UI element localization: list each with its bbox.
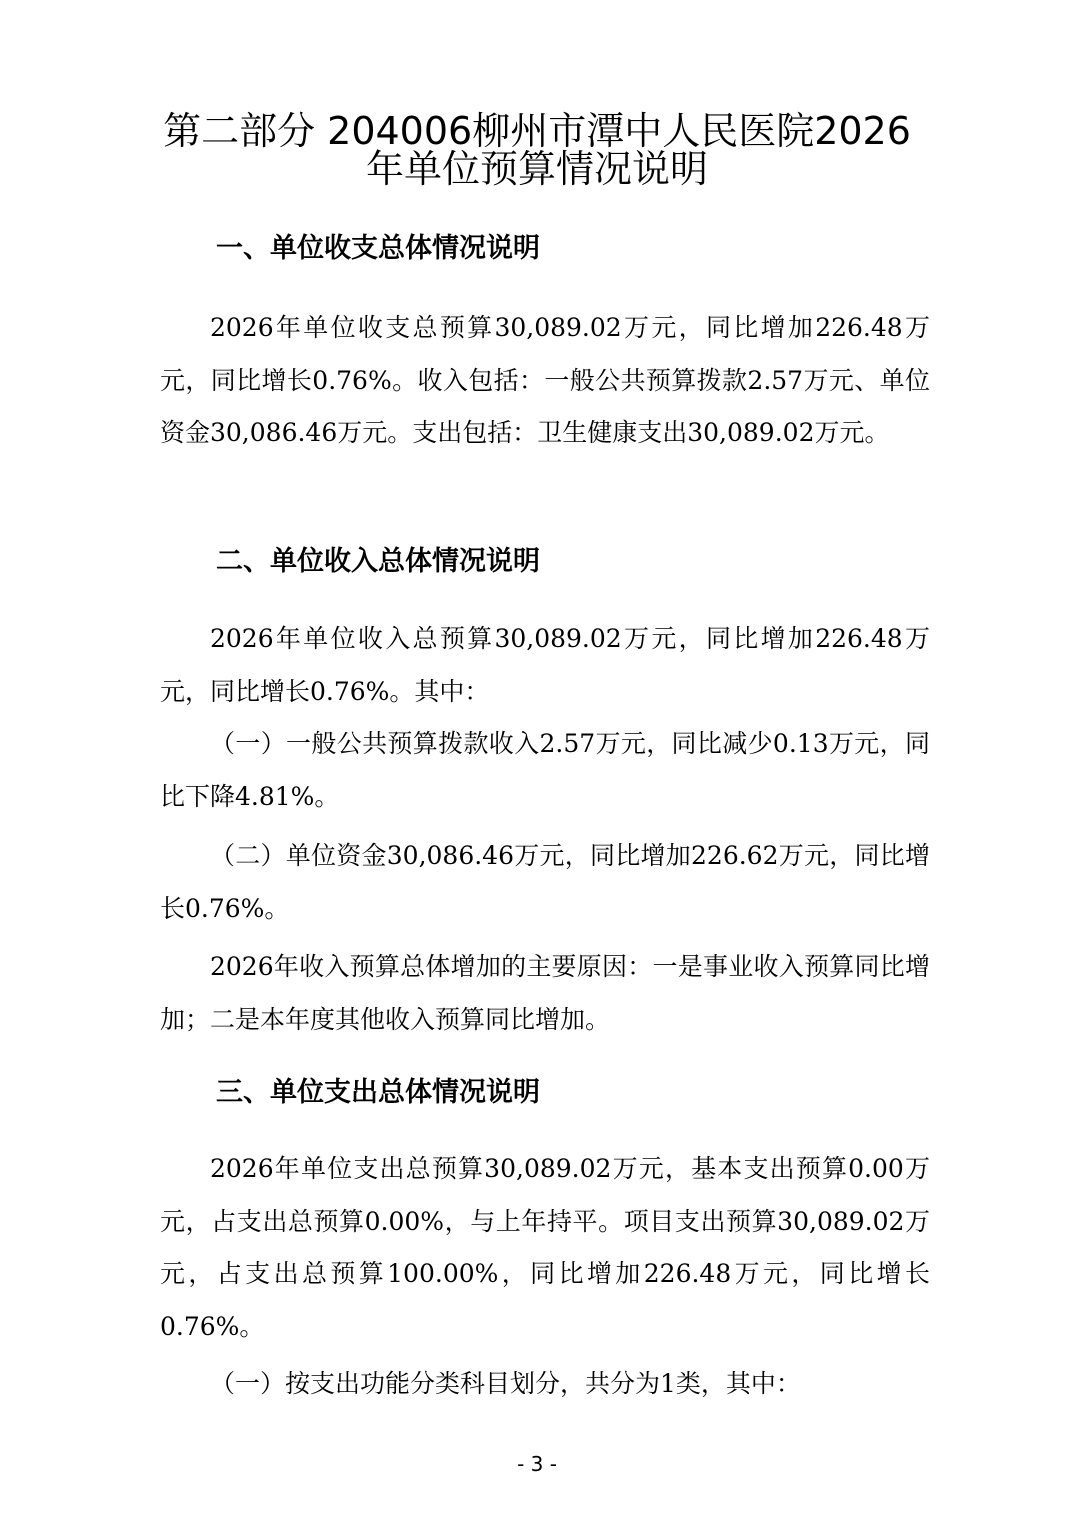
section-2-paragraph-1: 2026年单位收入总预算30,089.02万元，同比增加226.48万元，同比增长0.76%。其中： (160, 624, 930, 706)
section-heading-3: 三、单位支出总体情况说明 (216, 1077, 540, 1108)
document-title-line-2: 年单位预算情况说明 (365, 147, 708, 191)
section-heading-1: 一、单位收支总体情况说明 (216, 233, 540, 264)
section-3-paragraph-1: 2026年单位支出总预算30,089.02万元，基本支出预算0.00万元，占支出总预算0.00%，与上年持平。项目支出预算30,089.02万元，占支出总预算100.00%，同比增加226.48万元，同比增长0.76%。 (160, 1154, 930, 1341)
document-title-line-1: 第二部分 204006柳州市潭中人民医院2026 (163, 109, 911, 153)
section-heading-2: 二、单位收入总体情况说明 (216, 546, 540, 577)
section-2-paragraph-4: 2026年收入预算总体增加的主要原因：一是事业收入预算同比增加；二是本年度其他收入预算同比增加。 (160, 952, 930, 1034)
section-2-paragraph-2: （一）一般公共预算拨款收入2.57万元，同比减少0.13万元，同比下降4.81%。 (160, 729, 930, 811)
section-2-paragraph-3: （二）单位资金30,086.46万元，同比增加226.62万元，同比增长0.76%。 (160, 841, 930, 923)
page-number: - 3 - (517, 1452, 557, 1476)
section-1-paragraph-1: 2026年单位收支总预算30,089.02万元，同比增加226.48万元，同比增长0.76%。收入包括：一般公共预算拨款2.57万元、单位资金30,086.46万元。支出包括：卫生健康支出30,089.02万元。 (160, 313, 930, 447)
section-3-paragraph-2: （一）按支出功能分类科目划分，共分为1类，其中： (210, 1369, 801, 1398)
